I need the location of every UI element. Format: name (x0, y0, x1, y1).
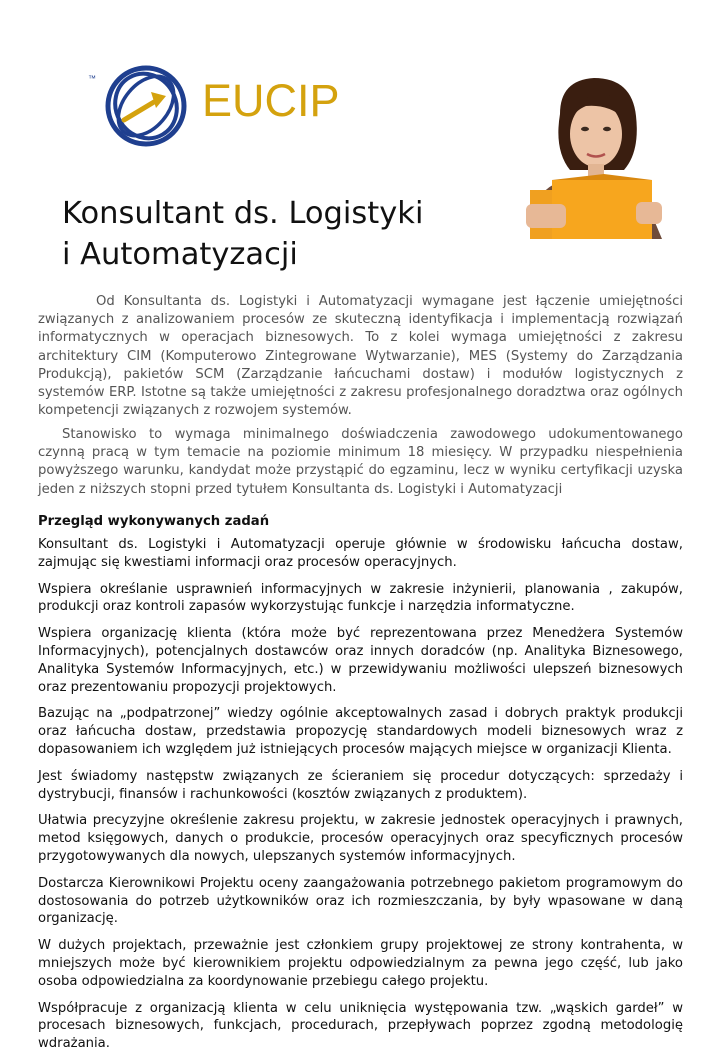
task-list (38, 536, 683, 1062)
task-paragraph: Konsultant ds. Logistyki i Automatyzacji operuje głównie w środowisku łańcucha dostaw, zajmując się kwestiami informacji oraz procesów operacyjnych. (38, 537, 683, 570)
task-paragraph: Ułatwia precyzyjne określenie zakresu projektu, w zakresie jednostek operacyjnych i prawnych, metod księgowych, danych o produkcie, procesów operacyjnych oraz specyficznych procesów przygotowywanych dla nowych, ulepszanych systemów informacyjnych. (38, 813, 683, 864)
brand-name: EUCIP (202, 75, 340, 126)
task-paragraph: Dostarcza Kierownikowi Projektu oceny zaangażowania potrzebnego pakietom programowym do dostosowania do potrzeb użytkowników oraz ich rozmieszczania, by były wpasowane w daną organizację. (38, 875, 683, 927)
page-title (62, 193, 423, 275)
task-paragraph: Jest świadomy następstw związanych ze ścieraniem się procedur dotyczących: sprzedaży i dystrybucji, finansów i rachunkowości (kosztów związanych z produktem). (38, 768, 683, 802)
task-paragraph: Współpracuje z organizacją klienta w celu uniknięcia występowania tzw. „wąskich gardeł” w procesach biznesowych, funkcjach, procedurach, przepływach poprzez zgodną metodologię wdrażania. (38, 1000, 683, 1052)
task-paragraph: Wspiera określanie usprawnień informacyjnych w zakresie inżynierii, planowania , zakupów, produkcji oraz kontroli zapasów wykorzystując funkcje i narzędzia informatyczne. (38, 581, 683, 615)
task-paragraph: W dużych projektach, przeważnie jest członkiem grupy projektowej ze strony kontrahenta, w mniejszych może być kierownikiem projektu odpowiedzialnym za pewna jego część, lub jako osoba odpowiedzialna za koordynowanie przebiegu całego projektu. (38, 938, 683, 989)
intro-paragraph-1: Od Konsultanta ds. Logistyki i Automatyzacji wymagane jest łączenie umiejętności związanych z analizowaniem procesów ze skuteczną identyfikacja i implementacją rozwiązań informatycznych w operacjach biznesowych. To z kolei wymaga umiejętności z zakresu architektury CIM (Komputerowo Zintegrowane Wytwarzanie), MES (Systemy do Zarządzania Produkcją), pakietów SCM (Zarządzanie łańcuchami dostaw) i modułów logistycznych z systemów ERP. Istotne są także umiejętności z zakresu profesjonalnego doradztwa oraz ogólnych kompetencji związanych z rozwojem systemów. (38, 294, 683, 419)
task-paragraph: Wspiera organizację klienta (która może być reprezentowana przez Menedżera Systemów Informacyjnych), potencjalnych dostawców oraz innych doradców (np. Analityka Biznesowego, Analityka Systemów Informacyjnych, etc.) w przewidywaniu możliwości ulepszeń biznesowych oraz prezentowaniu propozycji projektowych. (38, 626, 683, 695)
intro-paragraph-2: Stanowisko to wymaga minimalnego doświadczenia zawodowego udokumentowanego czynną pracą w tym temacie na poziomie minimum 18 miesięcy. W przypadku niespełnienia powyższego warunku, kandydat może przystąpić do egzaminu, lecz w wyniku certyfikacji uzyska jeden z niższych stopni przed tytułem Konsultanta ds. Logistyki i Automatyzacji (38, 427, 683, 497)
section-heading: Przegląd wykonywanych zadań (38, 514, 270, 529)
eucip-globe-arrow-icon (88, 62, 188, 152)
task-paragraph: Bazując na „podpatrzonej” wiedzy ogólnie akceptowalnych zasad i dobrych praktyk produkcji oraz łańcucha dostaw, przedstawia propozycję standardowych modeli biznesowych wraz z dopasowaniem ich względem już istniejących procesów mających miejsce w organizacji Klienta. (38, 706, 683, 757)
trademark-mark: ™ (88, 74, 96, 83)
woman-holding-folders-photo (512, 74, 672, 239)
title-line-2: i Automatyzacji (62, 237, 298, 272)
title-line-1: Konsultant ds. Logistyki (62, 196, 424, 231)
